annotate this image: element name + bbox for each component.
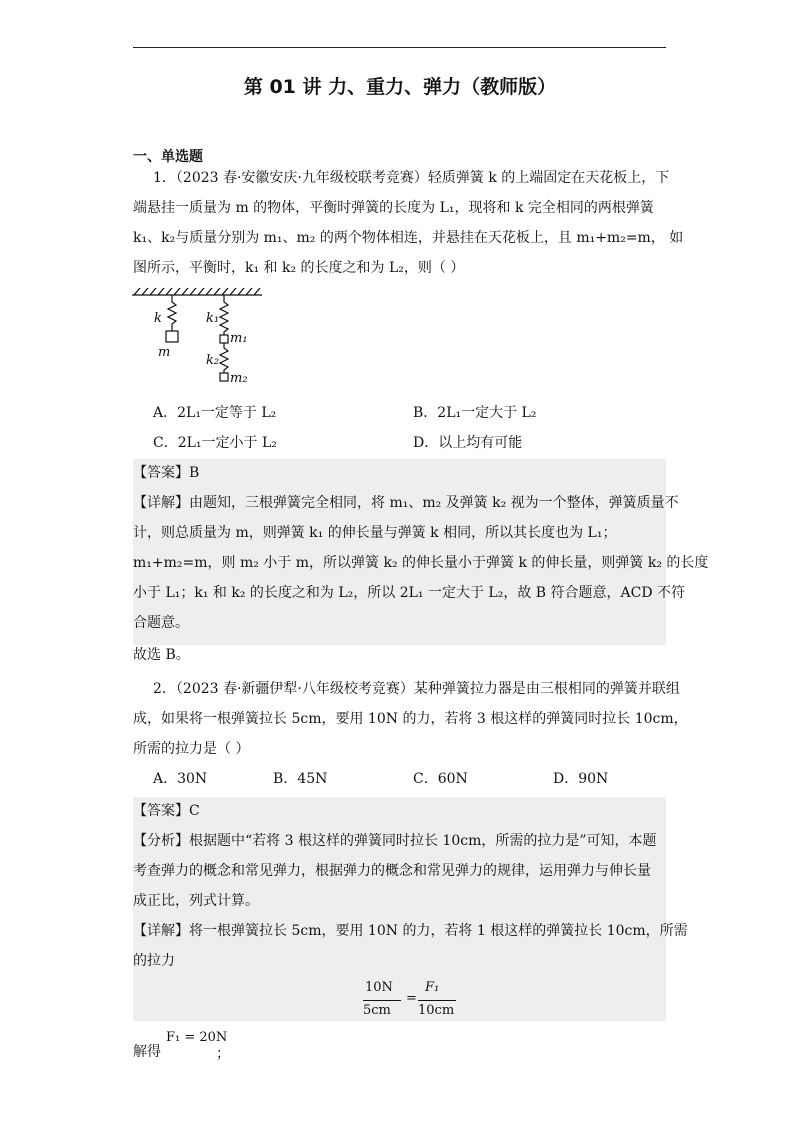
q2-option-a: A．30N bbox=[153, 771, 208, 787]
q1-option-c: C．2L₁一定小于 L₂ bbox=[153, 435, 277, 451]
q1-option-a: A．2L₁一定等于 L₂ bbox=[153, 405, 277, 421]
q1-answer: 【答案】B bbox=[133, 465, 200, 481]
top-rule bbox=[133, 47, 666, 48]
spring-k2 bbox=[220, 343, 228, 373]
formula-den-right: 10cm bbox=[418, 1003, 455, 1018]
q1-option-b: B．2L₁一定大于 L₂ bbox=[413, 405, 537, 421]
formula-bar-right bbox=[418, 1000, 456, 1001]
q1-detail-1: 【详解】由题知，三根弹簧完全相同，将 m₁、m₂ 及弹簧 k₂ 视为一个整体，弹簧质量不 bbox=[133, 495, 679, 511]
ceiling bbox=[132, 288, 262, 295]
q1-line-1: 1．（2023 春·安徽安庆·九年级校联考竞赛）轻质弹簧 k 的上端固定在天花板上，下 bbox=[153, 170, 670, 186]
label-m: m bbox=[158, 345, 171, 360]
q1-option-d: D．以上均有可能 bbox=[413, 435, 523, 451]
label-m2: m₂ bbox=[230, 371, 248, 386]
formula-num-left: 10N bbox=[365, 980, 393, 995]
formula-bar-left bbox=[363, 1000, 401, 1001]
mass-m1 bbox=[220, 335, 228, 343]
page-title: 第 01 讲 力、重力、弹力（教师版） bbox=[243, 76, 557, 98]
q1-solution-box bbox=[133, 459, 666, 645]
q2-line-2: 成，如果将一根弹簧拉长 5cm，要用 10N 的力，若将 3 根这样的弹簧同时拉长 10cm， bbox=[133, 711, 688, 727]
q2-analysis-1: 【分析】根据题中“若将 3 根这样的弹簧同时拉长 10cm，所需的拉力是”可知，本题 bbox=[133, 833, 657, 849]
q1-line-2: 端悬挂一质量为 m 的物体，平衡时弹簧的长度为 L₁，现将和 k 完全相同的两根弹簧 bbox=[133, 200, 654, 216]
q2-option-d: D．90N bbox=[553, 771, 609, 787]
section-heading: 一、单选题 bbox=[133, 149, 203, 165]
formula-den-left: 5cm bbox=[363, 1003, 391, 1018]
q2-option-c: C．60N bbox=[413, 771, 468, 787]
solve-suffix: ； bbox=[216, 1046, 230, 1062]
formula-num-right: F₁ bbox=[425, 980, 440, 995]
q2-detail-1: 【详解】将一根弹簧拉长 5cm，要用 10N 的力，若将 1 根这样的弹簧拉长 10cm，所需 bbox=[133, 923, 688, 939]
q1-detail-3: m₁+m₂=m，则 m₂ 小于 m，所以弹簧 k₂ 的伸长量小于弹簧 k 的伸长量，则弹簧 k₂ 的长度 bbox=[133, 555, 709, 571]
label-m1: m₁ bbox=[230, 331, 248, 346]
spring-k bbox=[168, 295, 176, 331]
q1-conclusion: 故选 B。 bbox=[133, 647, 190, 663]
q1-detail-2: 计，则总质量为 m，则弹簧 k₁ 的伸长量与弹簧 k 相同，所以其长度也为 L₁； bbox=[133, 525, 617, 541]
spring-k1 bbox=[220, 295, 228, 335]
q2-line-1: 2．（2023 春·新疆伊犁·八年级校考竞赛）某种弹簧拉力器是由三根相同的弹簧并联组 bbox=[153, 681, 680, 697]
solve-expression: F₁ = 20N bbox=[166, 1030, 228, 1045]
q2-analysis-3: 成正比，列式计算。 bbox=[133, 893, 259, 909]
q1-detail-4: 小于 L₁；k₁ 和 k₂ 的长度之和为 L₂，所以 2L₁ 一定大于 L₂，故 B 符合题意，ACD 不符 bbox=[133, 585, 686, 601]
q1-line-4: 图所示，平衡时，k₁ 和 k₂ 的长度之和为 L₂，则（ ） bbox=[133, 260, 465, 276]
formula-equals: = bbox=[406, 991, 417, 1006]
q2-analysis-2: 考查弹力的概念和常见弹力，根据弹力的概念和常见弹力的规律，运用弹力与伸长量 bbox=[133, 863, 651, 879]
label-k2: k₂ bbox=[206, 353, 220, 368]
q1-line-3: k₁、k₂与质量分别为 m₁、m₂ 的两个物体相连，并悬挂在天花板上，且 m₁+m₂=m， 如 bbox=[133, 230, 684, 246]
mass-m2 bbox=[220, 373, 228, 381]
q2-line-3: 所需的拉力是（ ） bbox=[133, 741, 250, 757]
label-k1: k₁ bbox=[206, 311, 220, 326]
q2-option-b: B．45N bbox=[273, 771, 328, 787]
q2-detail-2: 的拉力 bbox=[133, 953, 175, 969]
spring-figure bbox=[128, 286, 268, 390]
q2-answer: 【答案】C bbox=[133, 803, 200, 819]
mass-m bbox=[166, 331, 178, 342]
label-k: k bbox=[154, 311, 162, 326]
solve-prefix: 解得 bbox=[133, 1044, 161, 1060]
q1-detail-5: 合题意。 bbox=[133, 615, 189, 631]
